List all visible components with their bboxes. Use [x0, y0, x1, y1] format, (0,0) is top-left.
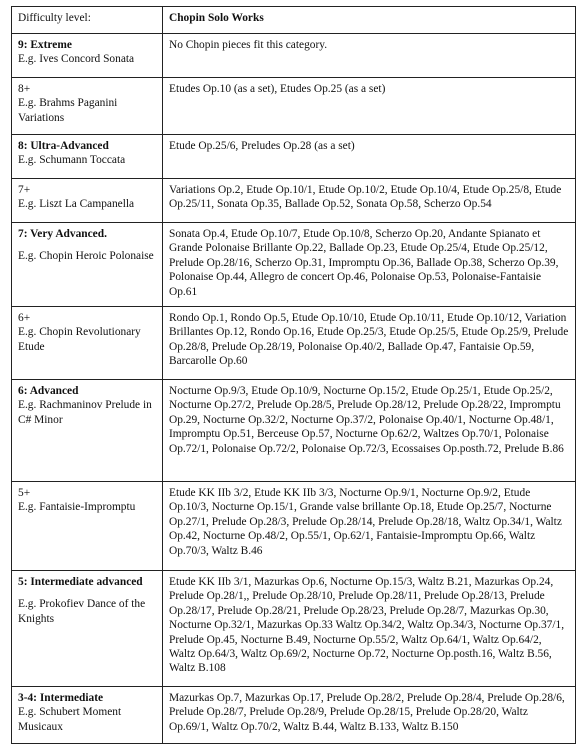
difficulty-example: E.g. Rachmaninov Prelude in C# Minor: [18, 399, 152, 426]
difficulty-level: 9: Extreme: [18, 39, 72, 51]
difficulty-cell: [12, 223, 163, 307]
chopin-difficulty-table: [11, 6, 576, 744]
table-row: [12, 179, 576, 223]
difficulty-level: 8+: [18, 83, 31, 95]
difficulty-example: E.g. Schubert Moment Musicaux: [18, 706, 122, 733]
table-row: [12, 571, 576, 687]
works-cell: Mazurkas Op.7, Mazurkas Op.17, Prelude Op.28/2, Prelude Op.28/4, Prelude Op.28/6, Prelude Op.28/7, Prelude Op.28/9, Prelude Op.28/15, Prelude Op.28/20, Waltz Op.69/1, Waltz Op.70/2, Waltz B.44, Waltz B.133, Waltz B.150: [163, 687, 576, 744]
difficulty-level: 8: Ultra-Advanced: [18, 140, 109, 152]
difficulty-level: 7+: [18, 184, 31, 196]
difficulty-cell: [12, 179, 163, 223]
header-chopin-solo-works: Chopin Solo Works: [163, 7, 576, 34]
difficulty-cell: [12, 380, 163, 482]
difficulty-cell: [12, 34, 163, 78]
difficulty-example: E.g. Liszt La Campanella: [18, 198, 135, 211]
works-cell: Variations Op.2, Etude Op.10/1, Etude Op.10/2, Etude Op.10/4, Etude Op.25/8, Etude Op.25/11, Sonata Op.35, Ballade Op.52, Sonata Op.58, Scherzo Op.54: [163, 179, 576, 223]
table-row: [12, 135, 576, 179]
works-cell: Etudes Op.10 (as a set), Etudes Op.25 (as a set): [163, 78, 576, 135]
table-header-row: [12, 7, 576, 34]
works-cell: Nocturne Op.9/3, Etude Op.10/9, Nocturne Op.15/2, Etude Op.25/1, Etude Op.25/2, Nocturne Op.27/2, Prelude Op.28/5, Prelude Op.28/12, Prelude Op.28/22, Impromptu Op.29, Nocturne Op.32/2, Nocturne Op.37/2, Polonaise Op.40/1, Nocturne Op.48/1, Impromptu Op.51, Berceuse Op.57, Nocturne Op.62/2, Waltzes Op.70/1, Polonaise Op.72/1, Polonaise Op.72/2, Polonaise Op.72/3, Ecossaises Op.posth.72, Prelude B.86: [163, 380, 576, 482]
difficulty-example: E.g. Prokofiev Dance of the Knights: [18, 598, 146, 625]
difficulty-level: 7: Very Advanced.: [18, 228, 107, 240]
works-cell: Etude KK IIb 3/1, Mazurkas Op.6, Nocturne Op.15/3, Waltz B.21, Mazurkas Op.24, Prelude Op.28/1,, Prelude Op.28/10, Prelude Op.28/11, Prelude Op.28/13, Prelude Op.28/17, Prelude Op.28/21, Prelude Op.28/23, Prelude Op.28/7, Mazurkas Op.30, Nocturne Op.32/1, Mazurkas Op.33 Waltz Op.34/2, Waltz Op.34/3, Nocturne Op.37/1, Prelude Op.45, Nocturne B.49, Nocturne Op.55/2, Waltz Op.64/1, Waltz Op.64/2, Waltz Op.64/3, Waltz Op.69/2, Nocturne Op.72, Nocturne Op.posth.16, Waltz B.56, Waltz B.108: [163, 571, 576, 687]
difficulty-example: E.g. Fantaisie-Impromptu: [18, 501, 136, 514]
difficulty-cell: [12, 307, 163, 380]
header-difficulty-level: Difficulty level:: [12, 7, 163, 34]
difficulty-example: E.g. Chopin Revolutionary Etude: [18, 326, 141, 353]
table-row: [12, 223, 576, 307]
table-row: [12, 687, 576, 744]
difficulty-level: 5+: [18, 487, 31, 499]
difficulty-cell: [12, 571, 163, 687]
difficulty-level: 5: Intermediate advanced: [18, 576, 143, 588]
difficulty-table-container: [11, 6, 575, 744]
difficulty-cell: [12, 482, 163, 571]
difficulty-level: 6: Advanced: [18, 385, 79, 397]
difficulty-level: 6+: [18, 312, 31, 324]
table-row: [12, 34, 576, 78]
difficulty-level: 3-4: Intermediate: [18, 692, 104, 704]
table-row: [12, 307, 576, 380]
difficulty-example: E.g. Brahms Paganini Variations: [18, 97, 118, 124]
table-row: [12, 380, 576, 482]
works-cell: No Chopin pieces fit this category.: [163, 34, 576, 78]
difficulty-cell: [12, 78, 163, 135]
difficulty-cell: [12, 135, 163, 179]
difficulty-example: E.g. Chopin Heroic Polonaise: [18, 250, 154, 263]
works-cell: Etude Op.25/6, Preludes Op.28 (as a set): [163, 135, 576, 179]
table-row: [12, 78, 576, 135]
difficulty-example: E.g. Schumann Toccata: [18, 154, 126, 167]
difficulty-cell: [12, 687, 163, 744]
works-cell: Rondo Op.1, Rondo Op.5, Etude Op.10/10, Etude Op.10/11, Etude Op.10/12, Variation Brillantes Op.12, Rondo Op.16, Etude Op.25/3, Etude Op.25/5, Etude Op.25/9, Prelude Op.28/8, Prelude Op.28/19, Polonaise Op.40/2, Ballade Op.47, Fantaisie Op.59, Barcarolle Op.60: [163, 307, 576, 380]
works-cell: Etude KK IIb 3/2, Etude KK IIb 3/3, Nocturne Op.9/1, Nocturne Op.9/2, Etude Op.10/3, Nocturne Op.15/1, Grande valse brillante Op.18, Etude Op.25/7, Nocturne Op.27/1, Prelude Op.28/3, Prelude Op.28/14, Prelude Op.28/18, Waltz Op.34/1, Waltz Op.42, Nocturne Op.48/2, Op.55/1, Op.62/1, Fantaisie-Impromptu Op.66, Waltz Op.70/3, Waltz B.46: [163, 482, 576, 571]
difficulty-example: E.g. Ives Concord Sonata: [18, 53, 135, 66]
works-cell: Sonata Op.4, Etude Op.10/7, Etude Op.10/8, Scherzo Op.20, Andante Spianato et Grande Polonaise Brillante Op.22, Ballade Op.23, Etude Op.25/4, Etude Op.25/12, Prelude Op.28/16, Scherzo Op.31, Impromptu Op.36, Ballade Op.38, Scherzo Op.39, Polonaise Op.44, Allegro de concert Op.46, Polonaise Op.53, Polonaise-Fantaisie Op.61: [163, 223, 576, 307]
table-row: [12, 482, 576, 571]
